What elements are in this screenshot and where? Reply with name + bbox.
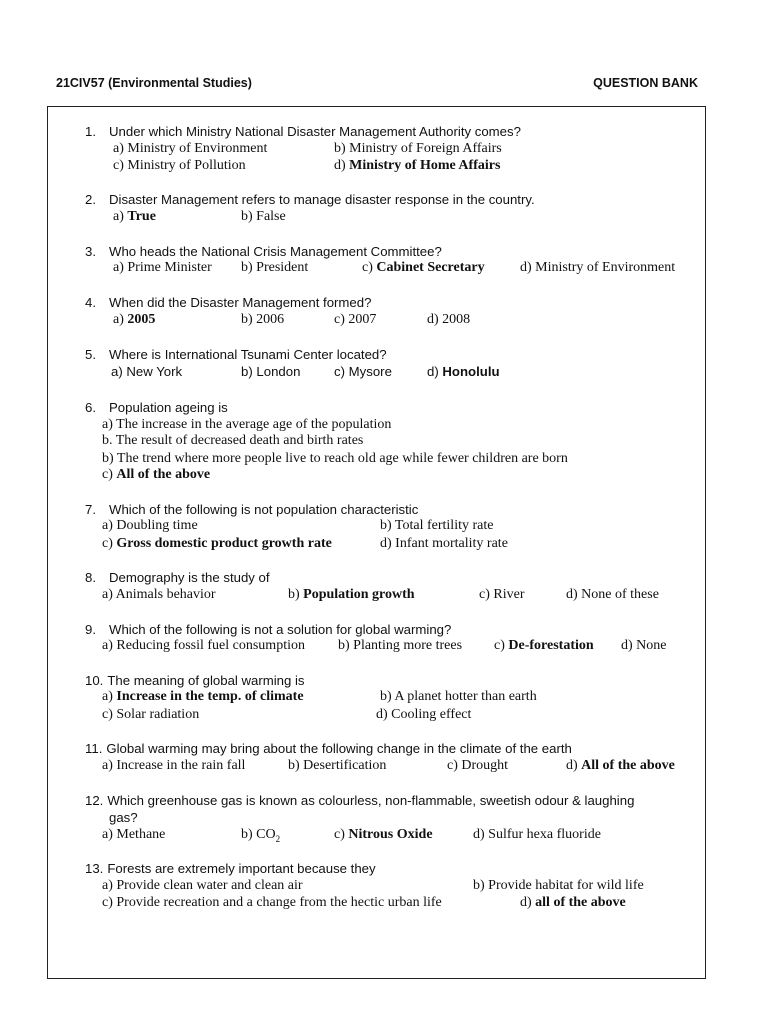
option-c <box>102 707 199 723</box>
option-label: a) <box>113 260 124 275</box>
option-label: b) <box>241 260 253 275</box>
option-label: a) <box>102 689 113 704</box>
option-label: a) <box>102 827 113 842</box>
option-b <box>102 451 568 467</box>
question-stem: The meaning of global warming is <box>107 673 305 688</box>
correct-answer-text: Nitrous Oxide <box>348 827 433 842</box>
option-d <box>380 536 508 552</box>
option-b <box>334 141 502 157</box>
option-label: b) <box>241 364 253 379</box>
option-label: a) <box>102 758 113 773</box>
option-d <box>334 158 500 174</box>
option-label: d) <box>520 895 532 910</box>
question-stem: When did the Disaster Management formed? <box>109 295 372 310</box>
option-label: d) <box>566 758 578 773</box>
option-text: Drought <box>461 758 509 773</box>
option-a <box>102 587 216 603</box>
option-label: a) <box>102 417 113 432</box>
option-label: b) <box>288 758 300 773</box>
option-text: President <box>256 260 309 275</box>
option-label: a) <box>113 312 124 327</box>
document-title: QUESTION BANK <box>593 76 698 90</box>
question-text <box>85 295 371 310</box>
option-label: a) <box>111 364 123 379</box>
option-text: Ministry of Environment <box>535 260 676 275</box>
question-number: 3. <box>85 244 96 259</box>
option-a <box>102 758 245 774</box>
option-label: a) <box>102 638 113 653</box>
option-c <box>102 467 210 483</box>
question-text <box>85 861 376 876</box>
option-text: Sulfur hexa fluoride <box>488 827 601 842</box>
option-text: Prime Minister <box>127 260 212 275</box>
option-label: d) <box>473 827 485 842</box>
option-text: Reducing fossil fuel consumption <box>116 638 305 653</box>
option-label: b) <box>241 827 253 842</box>
option-b <box>288 758 386 774</box>
correct-answer-text: All of the above <box>581 758 675 773</box>
option-b <box>241 827 280 844</box>
option-c <box>102 895 442 911</box>
option-c <box>102 536 332 552</box>
question-text <box>85 570 270 585</box>
option-label: b) <box>380 518 392 533</box>
option-text: Ministry of Foreign Affairs <box>349 141 502 156</box>
option-text: 2006 <box>256 312 285 327</box>
option-a <box>111 364 182 379</box>
option-c <box>334 827 433 843</box>
option-text: Ministry of Pollution <box>127 158 246 173</box>
question-stem: Which of the following is not population characteristic <box>109 502 419 517</box>
question-stem: Where is International Tsunami Center located? <box>109 347 387 362</box>
option-label: b) <box>102 451 114 466</box>
option-text: 2007 <box>348 312 377 327</box>
option-label: c) <box>447 758 458 773</box>
option-text: Total fertility rate <box>394 518 494 533</box>
question-stem: Which greenhouse gas is known as colourless, non-flammable, sweetish odour & laughing <box>107 793 635 808</box>
option-label: d) <box>380 536 392 551</box>
question-number: 8. <box>85 570 96 585</box>
option-a <box>102 417 391 433</box>
option-c <box>113 158 246 174</box>
question-text <box>85 741 572 756</box>
option-text: Provide recreation and a change from the hectic urban life <box>116 895 442 910</box>
correct-answer-text: Increase in the temp. of climate <box>116 689 304 704</box>
option-text: Infant mortality rate <box>395 536 508 551</box>
option-text: Mysore <box>348 364 392 379</box>
option-label: a) <box>102 518 113 533</box>
question-number: 12. <box>85 793 104 808</box>
option-label: c) <box>362 260 373 275</box>
option-label: c) <box>479 587 490 602</box>
question-stem: Demography is the study of <box>109 570 270 585</box>
option-label: a) <box>113 141 124 156</box>
option-a <box>102 518 198 534</box>
option-c <box>494 638 594 654</box>
option-text: River <box>493 587 525 602</box>
option-c <box>479 587 525 603</box>
question-number: 5. <box>85 347 96 362</box>
option-c <box>362 260 485 276</box>
option-label: d) <box>566 587 578 602</box>
question-number: 1. <box>85 124 96 139</box>
option-label: d) <box>520 260 532 275</box>
option-text: London <box>256 364 301 379</box>
option-a <box>113 260 212 276</box>
question-text <box>85 347 387 362</box>
question-stem: Disaster Management refers to manage disaster response in the country. <box>109 192 535 207</box>
option-c <box>334 312 376 328</box>
question-number: 7. <box>85 502 96 517</box>
question-text <box>85 673 305 688</box>
option-d <box>376 707 471 723</box>
option-text: Animals behavior <box>115 587 216 602</box>
option-label: c) <box>102 536 113 551</box>
correct-answer-text: Population growth <box>303 587 415 602</box>
option-label: b) <box>338 638 350 653</box>
option-d <box>473 827 601 843</box>
option-text: 2008 <box>442 312 471 327</box>
option-b <box>241 260 308 276</box>
option-text: Doubling time <box>116 518 198 533</box>
option-label: d) <box>334 158 346 173</box>
question-number: 10. <box>85 673 104 688</box>
question-stem: Population ageing is <box>109 400 228 415</box>
question-text <box>85 124 521 139</box>
option-label: d) <box>621 638 633 653</box>
question-stem: Who heads the National Crisis Management Committee? <box>109 244 442 259</box>
option-b <box>102 433 363 449</box>
option-d <box>427 312 470 328</box>
option-a <box>102 689 304 705</box>
option-text: The increase in the average age of the population <box>116 417 392 432</box>
option-label: b) <box>380 689 392 704</box>
option-label: c) <box>102 895 113 910</box>
option-label: d) <box>376 707 388 722</box>
question-stem: Which of the following is not a solution for global warming? <box>109 622 452 637</box>
option-a <box>102 638 305 654</box>
correct-answer-text: all of the above <box>535 895 626 910</box>
option-d <box>520 260 675 276</box>
correct-answer-text: Honolulu <box>442 364 500 379</box>
question-number: 6. <box>85 400 96 415</box>
option-b <box>380 689 537 705</box>
option-b <box>241 209 286 225</box>
question-text <box>85 622 451 637</box>
option-text: CO <box>256 827 276 842</box>
option-b <box>473 878 644 894</box>
option-text: None of these <box>581 587 659 602</box>
option-label: a) <box>102 878 113 893</box>
option-text: Increase in the rain fall <box>116 758 246 773</box>
page-header <box>56 76 698 92</box>
option-b <box>241 364 300 379</box>
correct-answer-text: 2005 <box>127 312 156 327</box>
option-text: The result of decreased death and birth rates <box>115 433 364 448</box>
option-label: c) <box>334 364 345 379</box>
option-text: None <box>636 638 667 653</box>
question-stem: Forests are extremely important because they <box>107 861 376 876</box>
option-d <box>566 758 675 774</box>
option-text: Desertification <box>303 758 387 773</box>
correct-answer-text: De-forestation <box>508 638 594 653</box>
option-label: a) <box>102 587 113 602</box>
option-d <box>566 587 659 603</box>
option-label: c) <box>102 707 113 722</box>
option-b <box>338 638 462 654</box>
option-label: b. <box>102 433 113 448</box>
question-stem: Global warming may bring about the following change in the climate of the earth <box>106 741 572 756</box>
option-text: False <box>256 209 286 224</box>
option-text: Provide clean water and clean air <box>116 878 303 893</box>
question-text <box>85 244 442 259</box>
question-stem-continued: gas? <box>109 810 138 825</box>
question-stem: Under which Ministry National Disaster Management Authority comes? <box>109 124 521 139</box>
option-d <box>520 895 626 911</box>
option-a <box>102 827 165 843</box>
option-label: b) <box>241 312 253 327</box>
option-text: The trend where more people live to reach old age while fewer children are born <box>116 451 568 466</box>
option-label: c) <box>334 312 345 327</box>
option-label: c) <box>102 467 113 482</box>
option-d <box>621 638 667 654</box>
option-label: a) <box>113 209 124 224</box>
option-a <box>113 141 267 157</box>
option-text: New York <box>126 364 183 379</box>
question-text <box>85 502 418 517</box>
option-label: c) <box>494 638 505 653</box>
option-text: Methane <box>116 827 166 842</box>
correct-answer-text: All of the above <box>116 467 211 482</box>
option-text: A planet hotter than earth <box>394 689 537 704</box>
question-text <box>85 793 634 808</box>
option-a <box>113 312 155 328</box>
option-b <box>288 587 415 603</box>
option-label: b) <box>241 209 253 224</box>
correct-answer-text: Gross domestic product growth rate <box>116 536 332 551</box>
option-label: c) <box>334 827 345 842</box>
question-text <box>85 400 228 415</box>
option-b <box>380 518 493 534</box>
course-code: 21CIV57 (Environmental Studies) <box>56 76 252 90</box>
question-text <box>85 192 535 207</box>
option-label: b) <box>473 878 485 893</box>
correct-answer-text: True <box>127 209 156 224</box>
subscript: 2 <box>275 833 281 844</box>
question-number: 4. <box>85 295 96 310</box>
option-b <box>241 312 284 328</box>
question-frame <box>47 106 706 979</box>
option-label: b) <box>334 141 346 156</box>
question-number: 11. <box>85 741 103 756</box>
option-c <box>334 364 392 379</box>
option-d <box>427 364 500 379</box>
option-text: Ministry of Environment <box>127 141 268 156</box>
correct-answer-text: Ministry of Home Affairs <box>349 158 501 173</box>
option-text: Planting more trees <box>353 638 463 653</box>
question-number: 2. <box>85 192 96 207</box>
question-number: 9. <box>85 622 96 637</box>
option-label: c) <box>113 158 124 173</box>
question-number: 13. <box>85 861 104 876</box>
option-text: Provide habitat for wild life <box>488 878 644 893</box>
option-text: Cooling effect <box>391 707 472 722</box>
option-c <box>447 758 508 774</box>
option-label: d) <box>427 364 439 379</box>
option-text: Solar radiation <box>116 707 200 722</box>
option-label: d) <box>427 312 439 327</box>
option-a <box>113 209 156 225</box>
correct-answer-text: Cabinet Secretary <box>376 260 485 275</box>
option-a <box>102 878 303 894</box>
option-label: b) <box>288 587 300 602</box>
